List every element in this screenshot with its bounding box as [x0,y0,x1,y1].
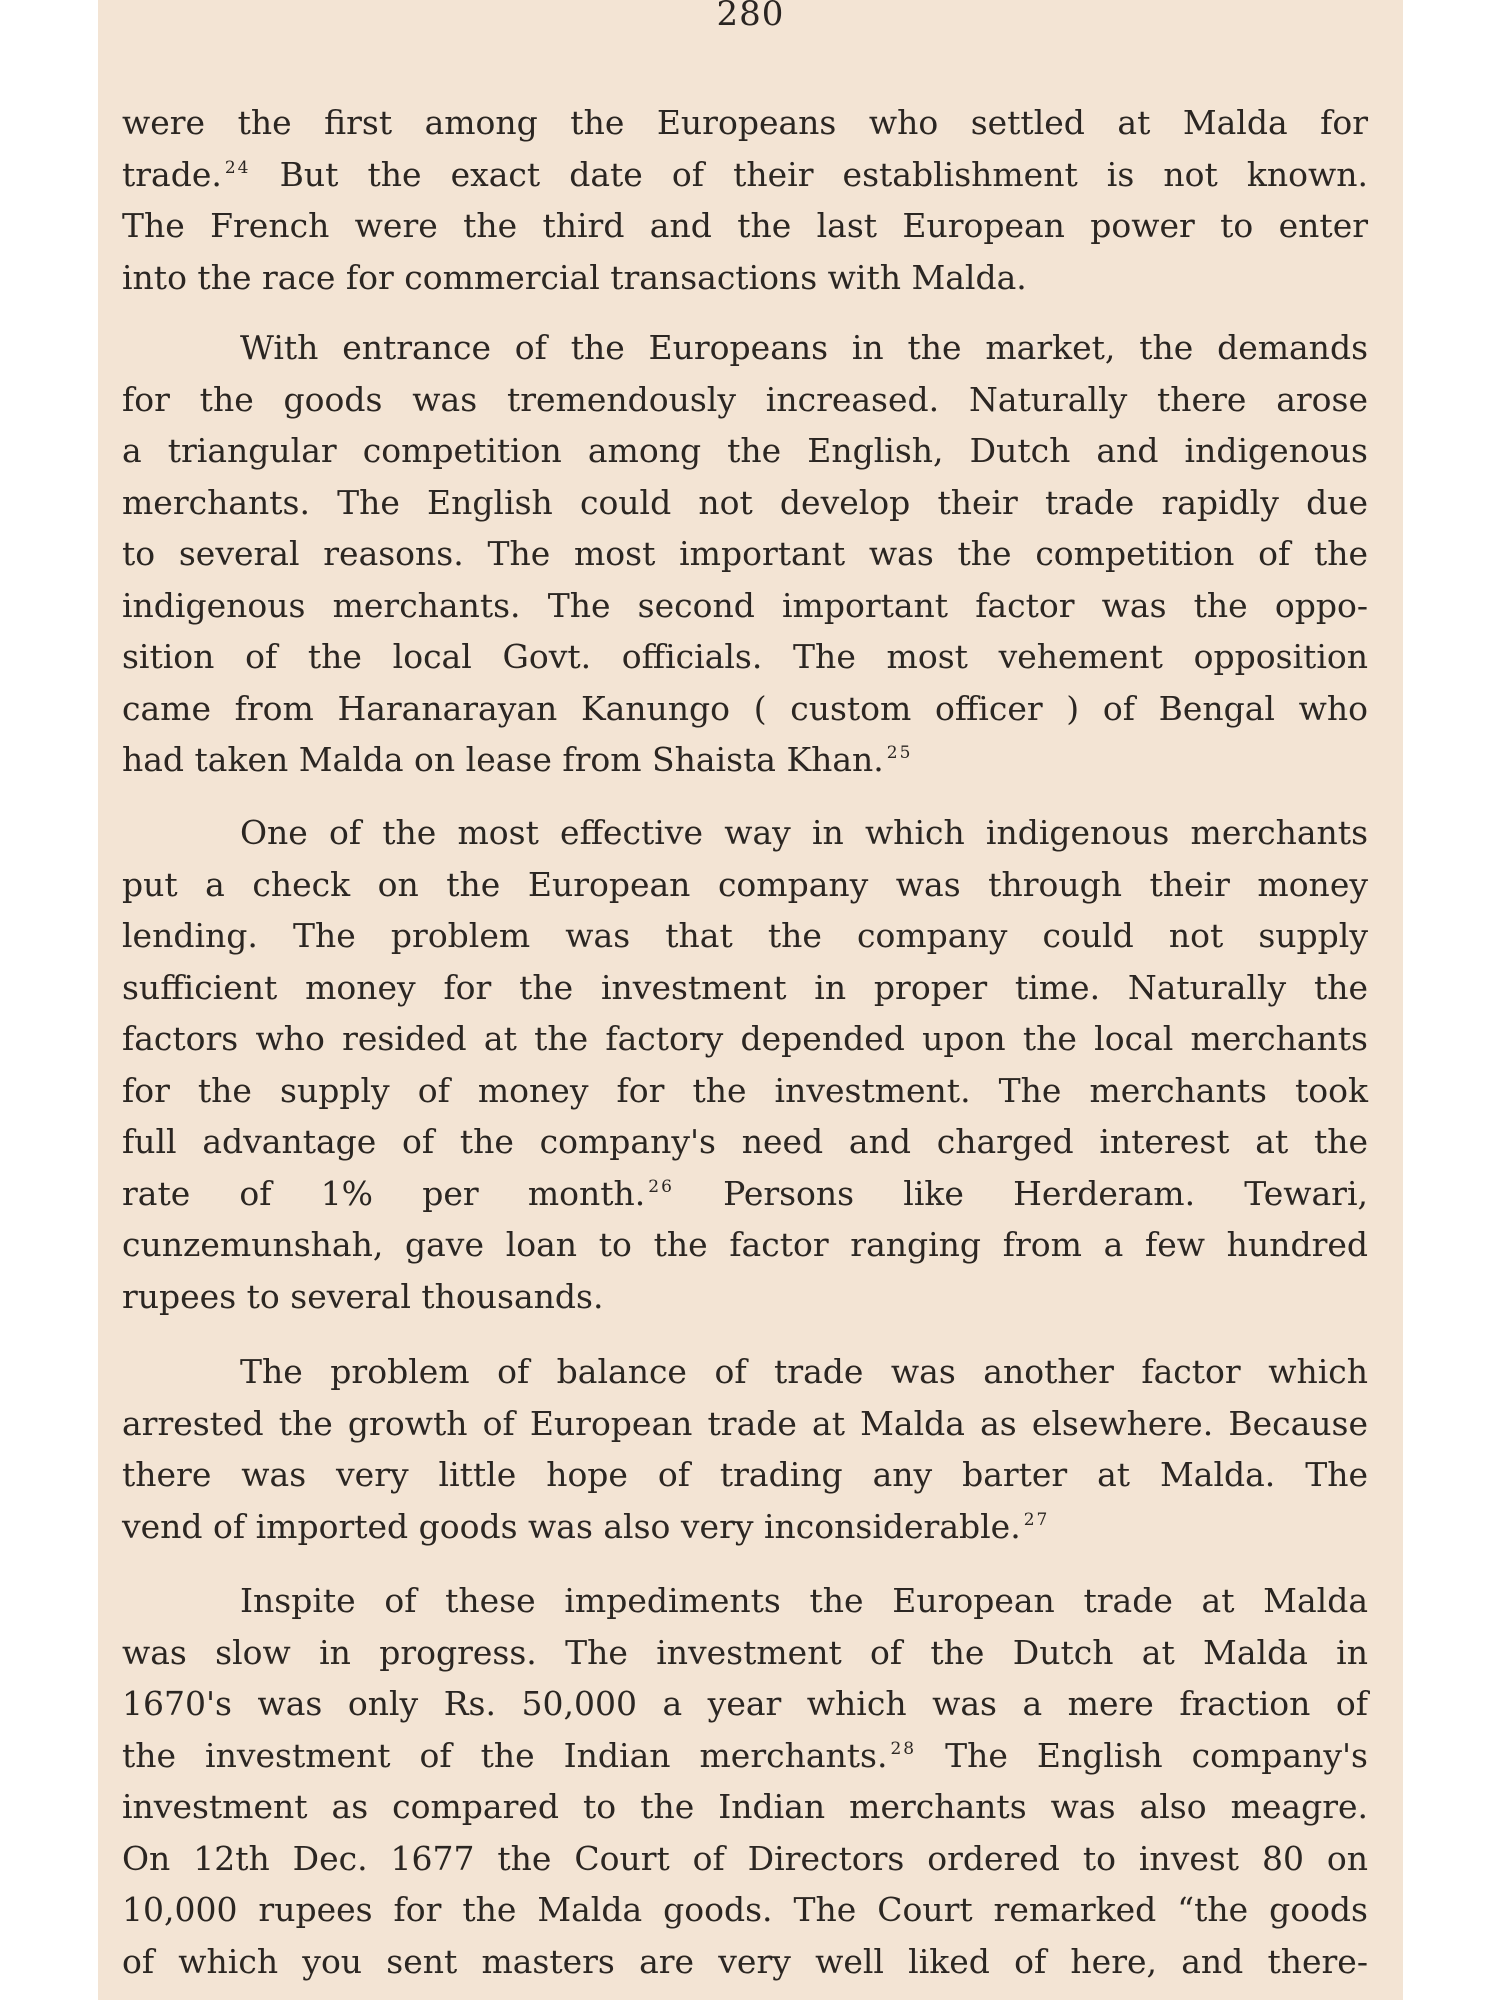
text-line: for the supply of money for the investment. The merchants took [122,1070,1368,1110]
text-line: indigenous merchants. The second important factor was the oppo- [122,585,1368,625]
text-span: The English company's [945,1735,1368,1775]
text-line [122,1168,1368,1220]
text-line [122,149,1368,201]
text-line: for the goods was tremendously increased. Naturally there arose [122,379,1368,419]
text-line [122,1501,1368,1553]
text-line [122,734,1368,786]
text-span: vend of imported goods was also very inconsiderable. [122,1506,1021,1546]
paragraph-5 [122,1575,1368,1987]
text-line: lending. The problem was that the company could not supply [122,916,1368,955]
book-page [98,0,1403,2000]
paragraph-2 [122,322,1368,786]
text-line: a triangular competition among the English, Dutch and indigenous [122,431,1368,470]
text-span: rate of 1% per month. [122,1173,646,1213]
text-line: there was very little hope of trading any barter at Malda. The [122,1455,1368,1494]
text-span: trade. [122,154,222,194]
text-line: full advantage of the company's need and charged interest at the [122,1122,1368,1161]
text-line: cunzemunshah, gave loan to the factor ranging from a few hundred [122,1225,1368,1264]
text-line: sufficient money for the investment in proper time. Naturally the [122,967,1368,1007]
text-line: into the race for commercial transactions with Malda. [122,257,1027,297]
text-line: On 12th Dec. 1677 the Court of Directors ordered to invest 80 on [122,1838,1368,1878]
footnote-marker: 28 [890,1738,917,1759]
text-line: of which you sent masters are very well liked of here, and there- [122,1941,1368,1981]
text-span: the investment of the Indian merchants. [122,1735,888,1775]
footnote-marker: 24 [224,157,251,178]
text-span: Persons like Herderam. Tewari, [723,1173,1368,1213]
text-line: factors who resided at the factory depended upon the local merchants [122,1019,1368,1058]
text-line: Inspite of these impediments the European trade at Malda [240,1581,1368,1620]
text-line: was slow in progress. The investment of the Dutch at Malda in [122,1632,1368,1672]
text-line [122,1730,1368,1782]
text-line: came from Haranarayan Kanungo ( custom officer ) of Bengal who [122,688,1368,728]
footnote-marker: 27 [1023,1509,1050,1530]
text-line: to several reasons. The most important was the competition of the [122,534,1368,573]
text-line: arrested the growth of European trade at Malda as elsewhere. Because [122,1403,1368,1443]
paragraph-4 [122,1346,1368,1552]
paragraph-3 [122,807,1368,1322]
text-line: sition of the local Govt. officials. The most vehement opposition [122,637,1368,676]
text-line: 1670's was only Rs. 50,000 a year which was a mere fraction of [122,1684,1368,1723]
text-line: were the first among the Europeans who settled at Malda for [122,103,1368,142]
paragraph-1 [122,97,1368,303]
text-line: One of the most effective way in which indigenous merchants [240,813,1368,852]
text-line: 10,000 rupees for the Malda goods. The Court remarked “the goods [122,1890,1368,1929]
text-line: The French were the third and the last European power to enter [122,206,1368,245]
text-line: put a check on the European company was through their money [122,864,1368,904]
text-line: rupees to several thousands. [122,1276,604,1316]
footnote-marker: 26 [648,1176,674,1197]
text-line: The problem of balance of trade was another factor which [240,1352,1368,1391]
text-line: With entrance of the Europeans in the market, the demands [240,328,1368,367]
text-span: had taken Malda on lease from Shaista Khan. [122,740,884,779]
text-line: investment as compared to the Indian merchants was also meagre. [122,1787,1368,1826]
text-span: But the exact date of their establishment is not known. [279,154,1368,194]
text-line: merchants. The English could not develop their trade rapidly due [122,482,1368,522]
footnote-marker: 25 [886,743,913,763]
page-number: 280 [716,0,785,34]
